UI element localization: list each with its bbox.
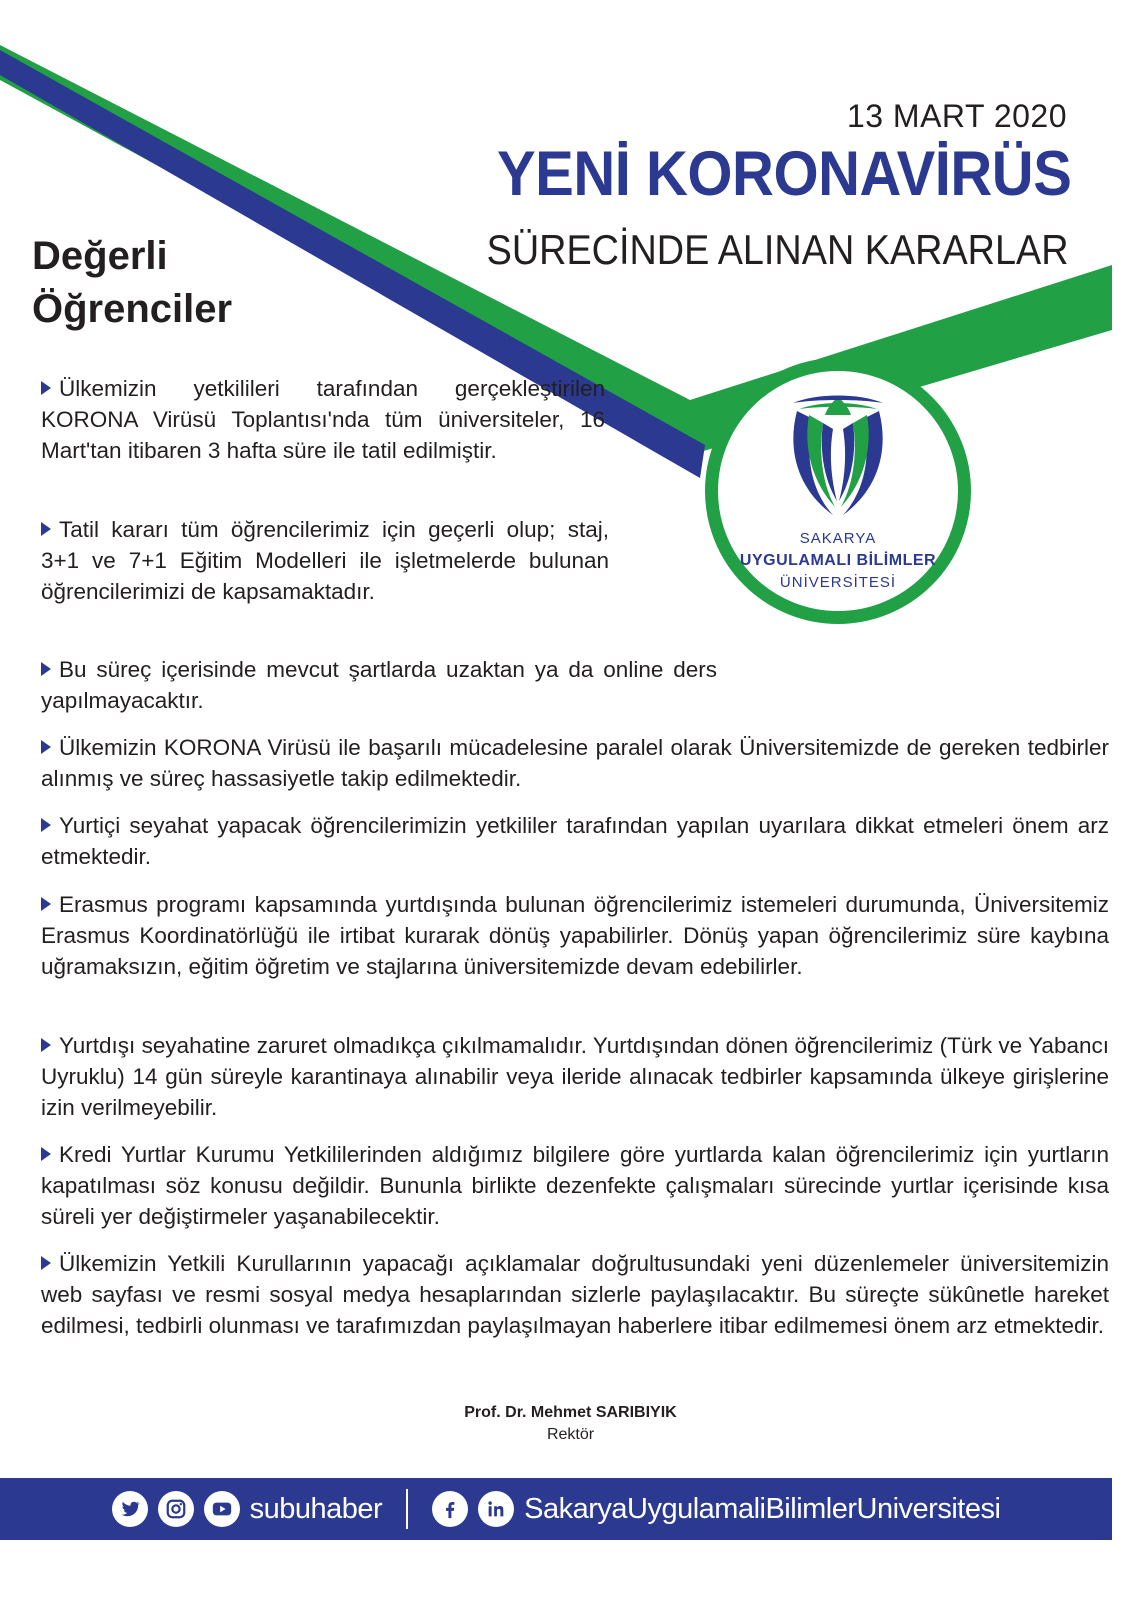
instagram-icon[interactable] — [158, 1491, 194, 1527]
linkedin-icon[interactable] — [478, 1491, 514, 1527]
announcement-text: Yurtdışı seyahatine zaruret olmadıkça çıkılmamalıdır. Yurtdışından dönen öğrencilerimiz (Türk ve Yabancı Uyruklu) 14 gün süreyle karantinaya alınabilir veya ileride alınacak tedbirler kapsamında ülkeye girişlerine izin verilmeyebilir. — [41, 1033, 1109, 1120]
signature — [0, 1404, 1141, 1444]
social-page-name[interactable]: SakaryaUygulamaliBilimlerUniversitesi — [524, 1492, 1001, 1525]
greeting — [32, 230, 232, 336]
date: 13 MART 2020 — [846, 98, 1067, 134]
tulip-emblem-icon — [787, 389, 889, 519]
announcement-text: Bu süreç içerisinde mevcut şartlarda uzaktan ya da online ders yapılmayacaktır. — [41, 657, 717, 713]
bullet-arrow-icon — [41, 818, 51, 832]
greeting-line-2: Öğrenciler — [32, 287, 233, 331]
signature-name: Prof. Dr. Mehmet SARIBIYIK — [464, 1404, 677, 1421]
bullet-arrow-icon — [41, 740, 51, 754]
footer-divider — [406, 1489, 408, 1529]
social-handle[interactable]: subuhaber — [249, 1492, 383, 1525]
announcement-item — [41, 889, 1109, 982]
bullet-arrow-icon — [41, 897, 51, 911]
announcement-item — [41, 1248, 1109, 1341]
announcement-item — [41, 654, 717, 716]
bullet-arrow-icon — [41, 1038, 51, 1052]
bullet-arrow-icon — [41, 522, 51, 536]
bullet-arrow-icon — [41, 381, 51, 395]
announcement-text: Ülkemizin yetkilileri tarafından gerçekleştirilen KORONA Virüsü Toplantısı'nda tüm üniversiteler, 16 Mart'tan itibaren 3 hafta süre ile tatil edilmiştir. — [41, 376, 605, 463]
page-subtitle: SÜRECİNDE ALINAN KARARLAR — [487, 226, 1069, 273]
signature-title: Rektör — [546, 1426, 595, 1443]
announcement-text: Kredi Yurtlar Kurumu Yetkililerinden aldığımız bilgilere göre yurtlarda kalan öğrencilerimiz için yurtların kapatılması söz konusu değildir. Bununla birlikte dezenfekte çalışmaları sürecinde yurtlar içerisinde kısa süreli yer değiştirmeler yaşanabilecektir. — [41, 1142, 1109, 1229]
university-logo — [705, 358, 971, 624]
logo-text — [718, 528, 958, 594]
bullet-arrow-icon — [41, 1256, 51, 1270]
greeting-line-1: Değerli — [32, 234, 168, 278]
page-title: YENİ KORONAVİRÜS — [496, 139, 1071, 209]
announcement-text: Ülkemizin KORONA Virüsü ile başarılı mücadelesine paralel olarak Üniversitemizde de gereken tedbirler alınmış ve süreç hassasiyetle takip edilmektedir. — [41, 735, 1109, 791]
announcement-item — [41, 373, 605, 466]
announcement-text: Yurtiçi seyahat yapacak öğrencilerimizin yetkililer tarafından yapılan uyarılara dikkat etmeleri önem arz etmektedir. — [41, 813, 1109, 869]
logo-line-1: SAKARYA — [799, 530, 877, 547]
announcement-item — [41, 810, 1109, 872]
announcement-item — [41, 1030, 1109, 1123]
twitter-icon[interactable] — [112, 1491, 148, 1527]
announcement-text: Erasmus programı kapsamında yurtdışında bulunan öğrencilerimiz istemeleri durumunda, Üniversitemiz Erasmus Koordinatörlüğü ile irtibat kurarak dönüş yapabilirler. Dönüş yapan öğrencilerimiz süre kaybına uğramaksızın, eğitim öğretim ve stajlarına üniversitemizde devam edebilirler. — [41, 892, 1109, 979]
logo-line-2: UYGULAMALI BİLİMLER — [739, 552, 937, 569]
announcement-item — [41, 1139, 1109, 1232]
announcement-text: Tatil kararı tüm öğrencilerimiz için geçerli olup; staj, 3+1 ve 7+1 Eğitim Modelleri ile işletmelerde bulunan öğrencilerimizi de kapsamaktadır. — [41, 517, 609, 604]
facebook-icon[interactable] — [432, 1491, 468, 1527]
youtube-icon[interactable] — [204, 1491, 240, 1527]
logo-line-3: ÜNİVERSİTESİ — [779, 574, 897, 591]
announcement-item — [41, 732, 1109, 794]
announcement-item — [41, 514, 609, 607]
bullet-arrow-icon — [41, 1147, 51, 1161]
social-footer — [0, 1478, 1112, 1540]
announcement-text: Ülkemizin Yetkili Kurullarının yapacağı açıklamalar doğrultusundaki yeni düzenlemeler üniversitemizin web sayfası ve resmi sosyal medya hesaplarından sizlerle paylaşılacaktır. Bu süreçte sükûnetle hareket edilmesi, tedbirli olunması ve tarafımızdan paylaşılmayan haberlere itibar edilmemesi önem arz etmektedir. — [41, 1251, 1109, 1338]
bullet-arrow-icon — [41, 662, 51, 676]
